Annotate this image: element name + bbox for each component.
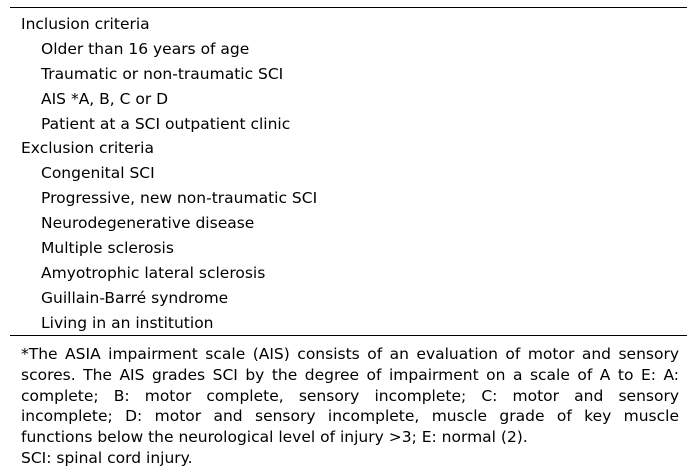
exclusion-item: Progressive, new non-traumatic SCI xyxy=(41,189,318,208)
inclusion-item: Older than 16 years of age xyxy=(41,39,250,58)
abbreviation-footnote: SCI: spinal cord injury. xyxy=(21,448,193,467)
table-footnote xyxy=(21,344,679,469)
inclusion-item: AIS *A, B, C or D xyxy=(41,89,169,108)
exclusion-item: Amyotrophic lateral sclerosis xyxy=(41,263,266,282)
inclusion-heading: Inclusion criteria xyxy=(21,15,150,33)
exclusion-item: Guillain-Barré syndrome xyxy=(41,288,229,307)
table-bottom-rule xyxy=(10,335,687,336)
criteria-list xyxy=(10,12,687,336)
exclusion-item: Neurodegenerative disease xyxy=(41,214,255,233)
exclusion-item: Congenital SCI xyxy=(41,164,155,183)
asia-footnote: *The ASIA impairment scale (AIS) consists of an evaluation of motor and sensory scores. The AIS grades SCI by the degree of impairment on a scale of A to E: A: complete; B: motor complete, sensory incomplete; C: motor and sensory incomplete; D: motor and sensory incomplete, muscle grade of key muscle functions below the neurological level of injury >3; E: normal (2). xyxy=(21,345,679,447)
exclusion-item: Living in an institution xyxy=(41,313,214,332)
exclusion-heading: Exclusion criteria xyxy=(21,139,154,158)
inclusion-item: Patient at a SCI outpatient clinic xyxy=(41,114,291,133)
table-top-rule xyxy=(10,7,687,8)
exclusion-item: Multiple sclerosis xyxy=(41,239,174,258)
inclusion-item: Traumatic or non-traumatic SCI xyxy=(41,64,284,83)
